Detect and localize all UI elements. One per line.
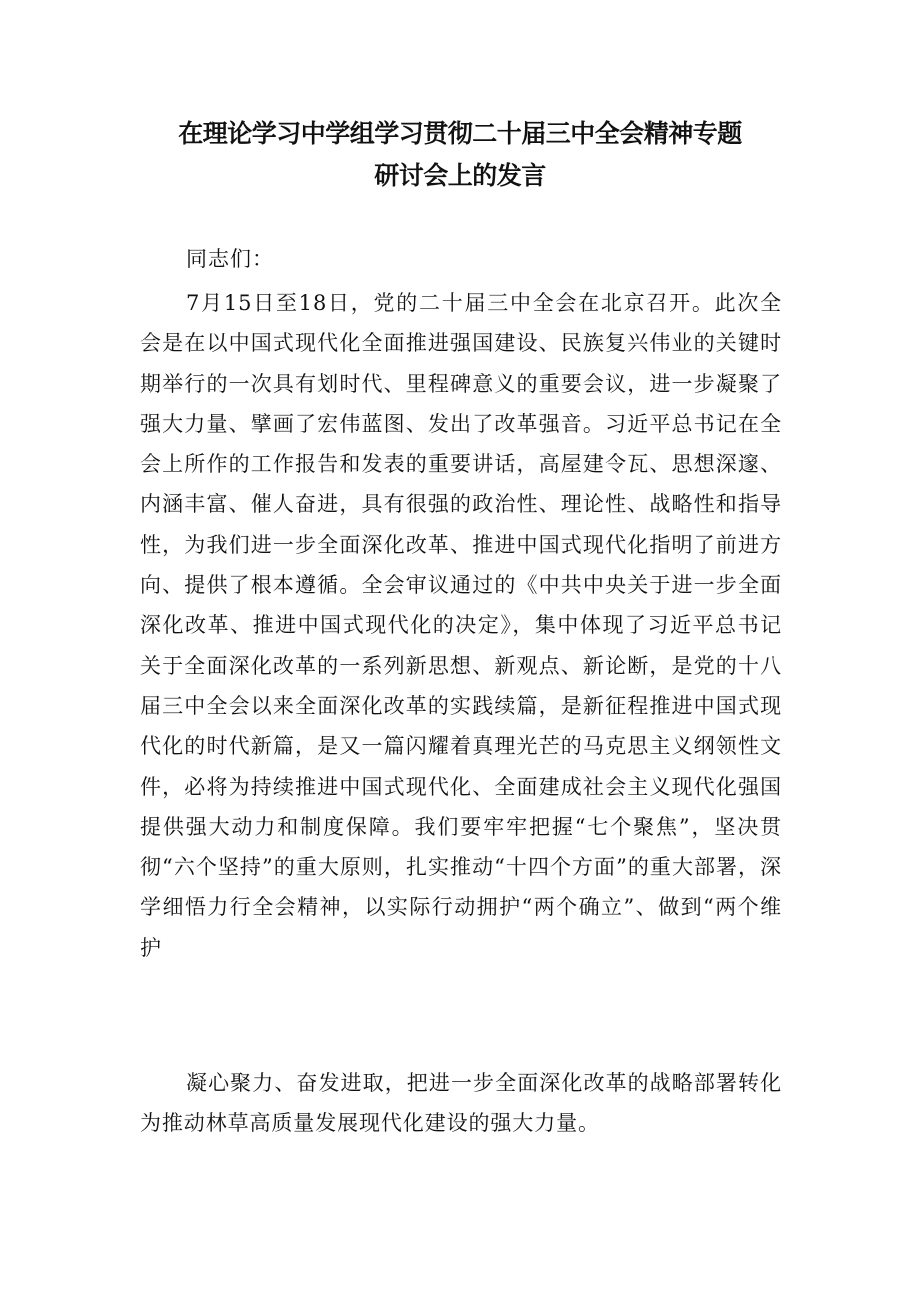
body-paragraph-2: 凝心聚力、奋发进取，把进一步全面深化改革的战略部署转化为推动林草高质量发展现代化建设的强大力量。 xyxy=(140,1071,782,1136)
document-title-line-2: 研讨会上的发言 xyxy=(374,161,546,190)
document-title-line-1: 在理论学习中学组学习贯彻二十届三中全会精神专题 xyxy=(178,119,742,148)
body-paragraph-1: 7月15日至18日，党的二十届三中全会在北京召开。此次全会是在以中国式现代化全面推进强国建设、民族复兴伟业的关键时期举行的一次具有划时代、里程碑意义的重要会议，进一步凝聚了强大力量、擘画了宏伟蓝图、发出了改革强音。习近平总书记在全会上所作的工作报告和发表的重要讲话，高屋建令瓦、思想深邃、内涵丰富、催人奋进，具有很强的政治性、理论性、战略性和指导性，为我们进一步全面深化改革、推进中国式现代化指明了前进方向、提供了根本遵循。全会审议通过的《中共中央关于进一步全面深化改革、推进中国式现代化的决定》，集中体现了习近平总书记关于全面深化改革的一系列新思想、新观点、新论断，是党的十八届三中全会以来全面深化改革的实践续篇，是新征程推进中国式现代化的时代新篇，是又一篇闪耀着真理光芒的马克思主义纲领性文件，必将为持续推进中国式现代化、全面建成社会主义现代化强国提供强大动力和制度保障。我们要牢牢把握“七个聚焦”，坚决贯彻“六个坚持”的重大原则，扎实推动“十四个方面”的重大部署，深学细悟力行全会精神，以实际行动拥护“两个确立”、做到“两个维护 xyxy=(140,291,782,960)
salutation: 同志们： xyxy=(186,247,274,271)
